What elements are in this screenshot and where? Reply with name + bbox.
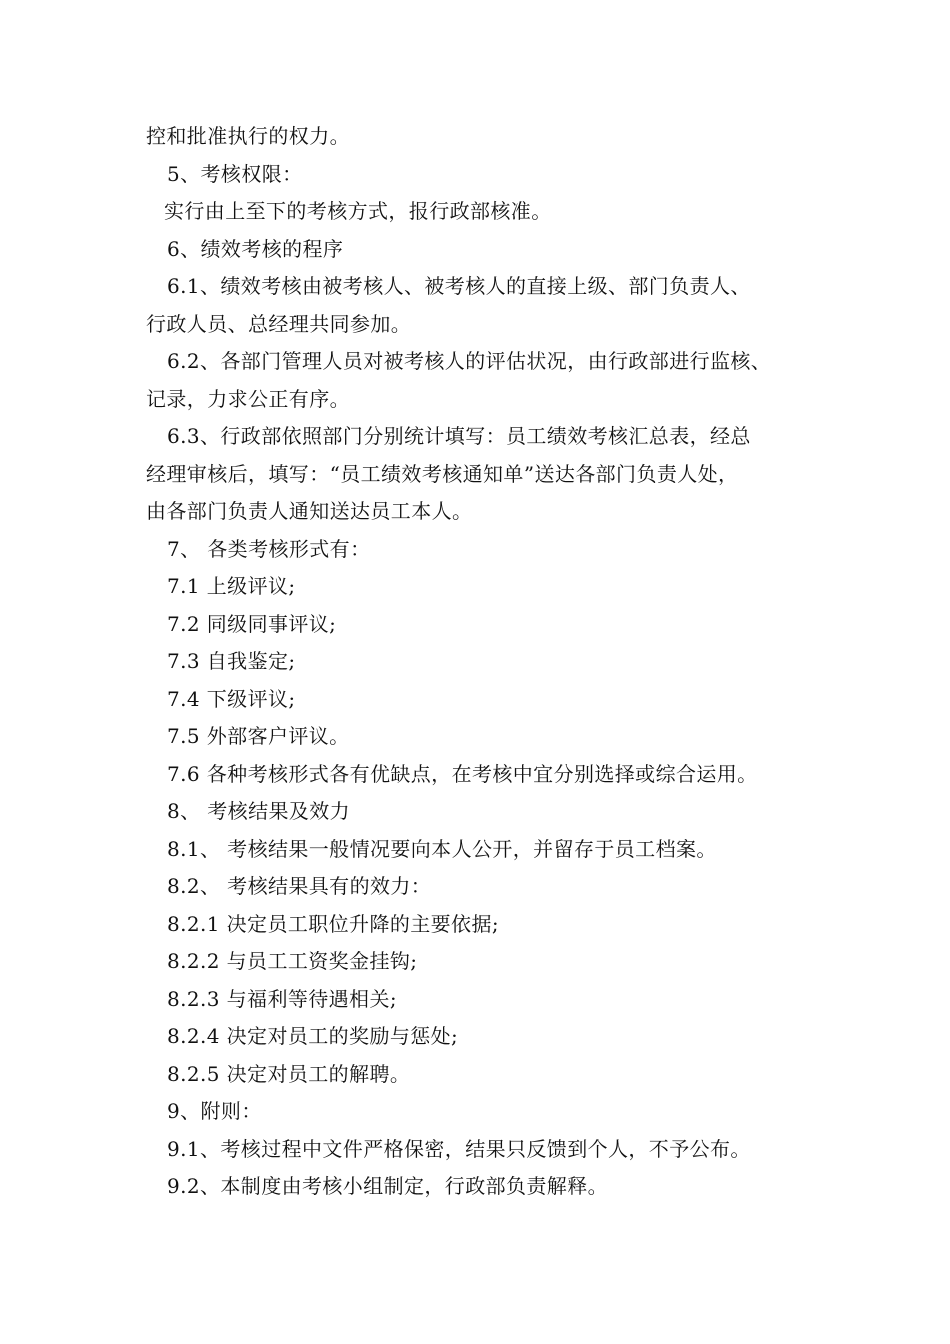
text-line: 6.3、行政部依照部门分别统计填写：员工绩效考核汇总表，经总 — [167, 424, 751, 448]
list-item: 8.2.1 决定员工职位升降的主要依据; — [167, 911, 499, 936]
list-item: 7.6 各种考核形式各有优缺点，在考核中宜分别选择或综合运用。 — [167, 761, 758, 786]
list-item: 7.3 自我鉴定; — [167, 649, 296, 673]
text-line: 6.1、绩效考核由被考核人、被考核人的直接上级、部门负责人、 — [167, 274, 751, 298]
section-heading: 9、附则： — [167, 1099, 262, 1123]
text-line: 由各部门负责人通知送达员工本人。 — [146, 499, 473, 523]
text-line: 6.2、各部门管理人员对被考核人的评估状况，由行政部进行监核、 — [167, 349, 772, 373]
text-line: 记录，力求公正有序。 — [146, 386, 350, 411]
list-item: 8.2.3 与福利等待遇相关; — [167, 986, 397, 1011]
list-item: 7.5 外部客户评议。 — [167, 724, 350, 748]
section-heading: 6、绩效考核的程序 — [167, 236, 344, 261]
list-item: 8.2.2 与员工工资奖金挂钩; — [167, 949, 418, 973]
text-line: 控和批准执行的权力。 — [146, 124, 350, 148]
list-item: 8.2、 考核结果具有的效力： — [167, 874, 432, 898]
document-body — [146, 118, 836, 1206]
section-heading: 7、 各类考核形式有： — [167, 536, 371, 561]
list-item: 8.2.4 决定对员工的奖励与惩处; — [167, 1024, 459, 1048]
section-heading: 8、 考核结果及效力 — [167, 799, 351, 823]
text-line: 行政人员、总经理共同参加。 — [146, 311, 412, 336]
text-line: 经理审核后，填写：“员工绩效考核通知单”送达各部门负责人处， — [146, 461, 739, 486]
list-item: 9.2、本制度由考核小组制定，行政部负责解释。 — [167, 1174, 609, 1198]
list-item: 8.1、 考核结果一般情况要向本人公开，并留存于员工档案。 — [167, 836, 717, 861]
list-item: 7.1 上级评议; — [167, 574, 296, 598]
section-heading: 5、考核权限： — [167, 161, 303, 186]
list-item: 8.2.5 决定对员工的解聘。 — [167, 1061, 411, 1086]
text-line: 实行由上至下的考核方式，报行政部核准。 — [164, 199, 552, 223]
list-item: 7.2 同级同事评议; — [167, 611, 337, 636]
list-item: 9.1、考核过程中文件严格保密，结果只反馈到个人，不予公布。 — [167, 1136, 751, 1161]
list-item: 7.4 下级评议; — [167, 686, 296, 711]
